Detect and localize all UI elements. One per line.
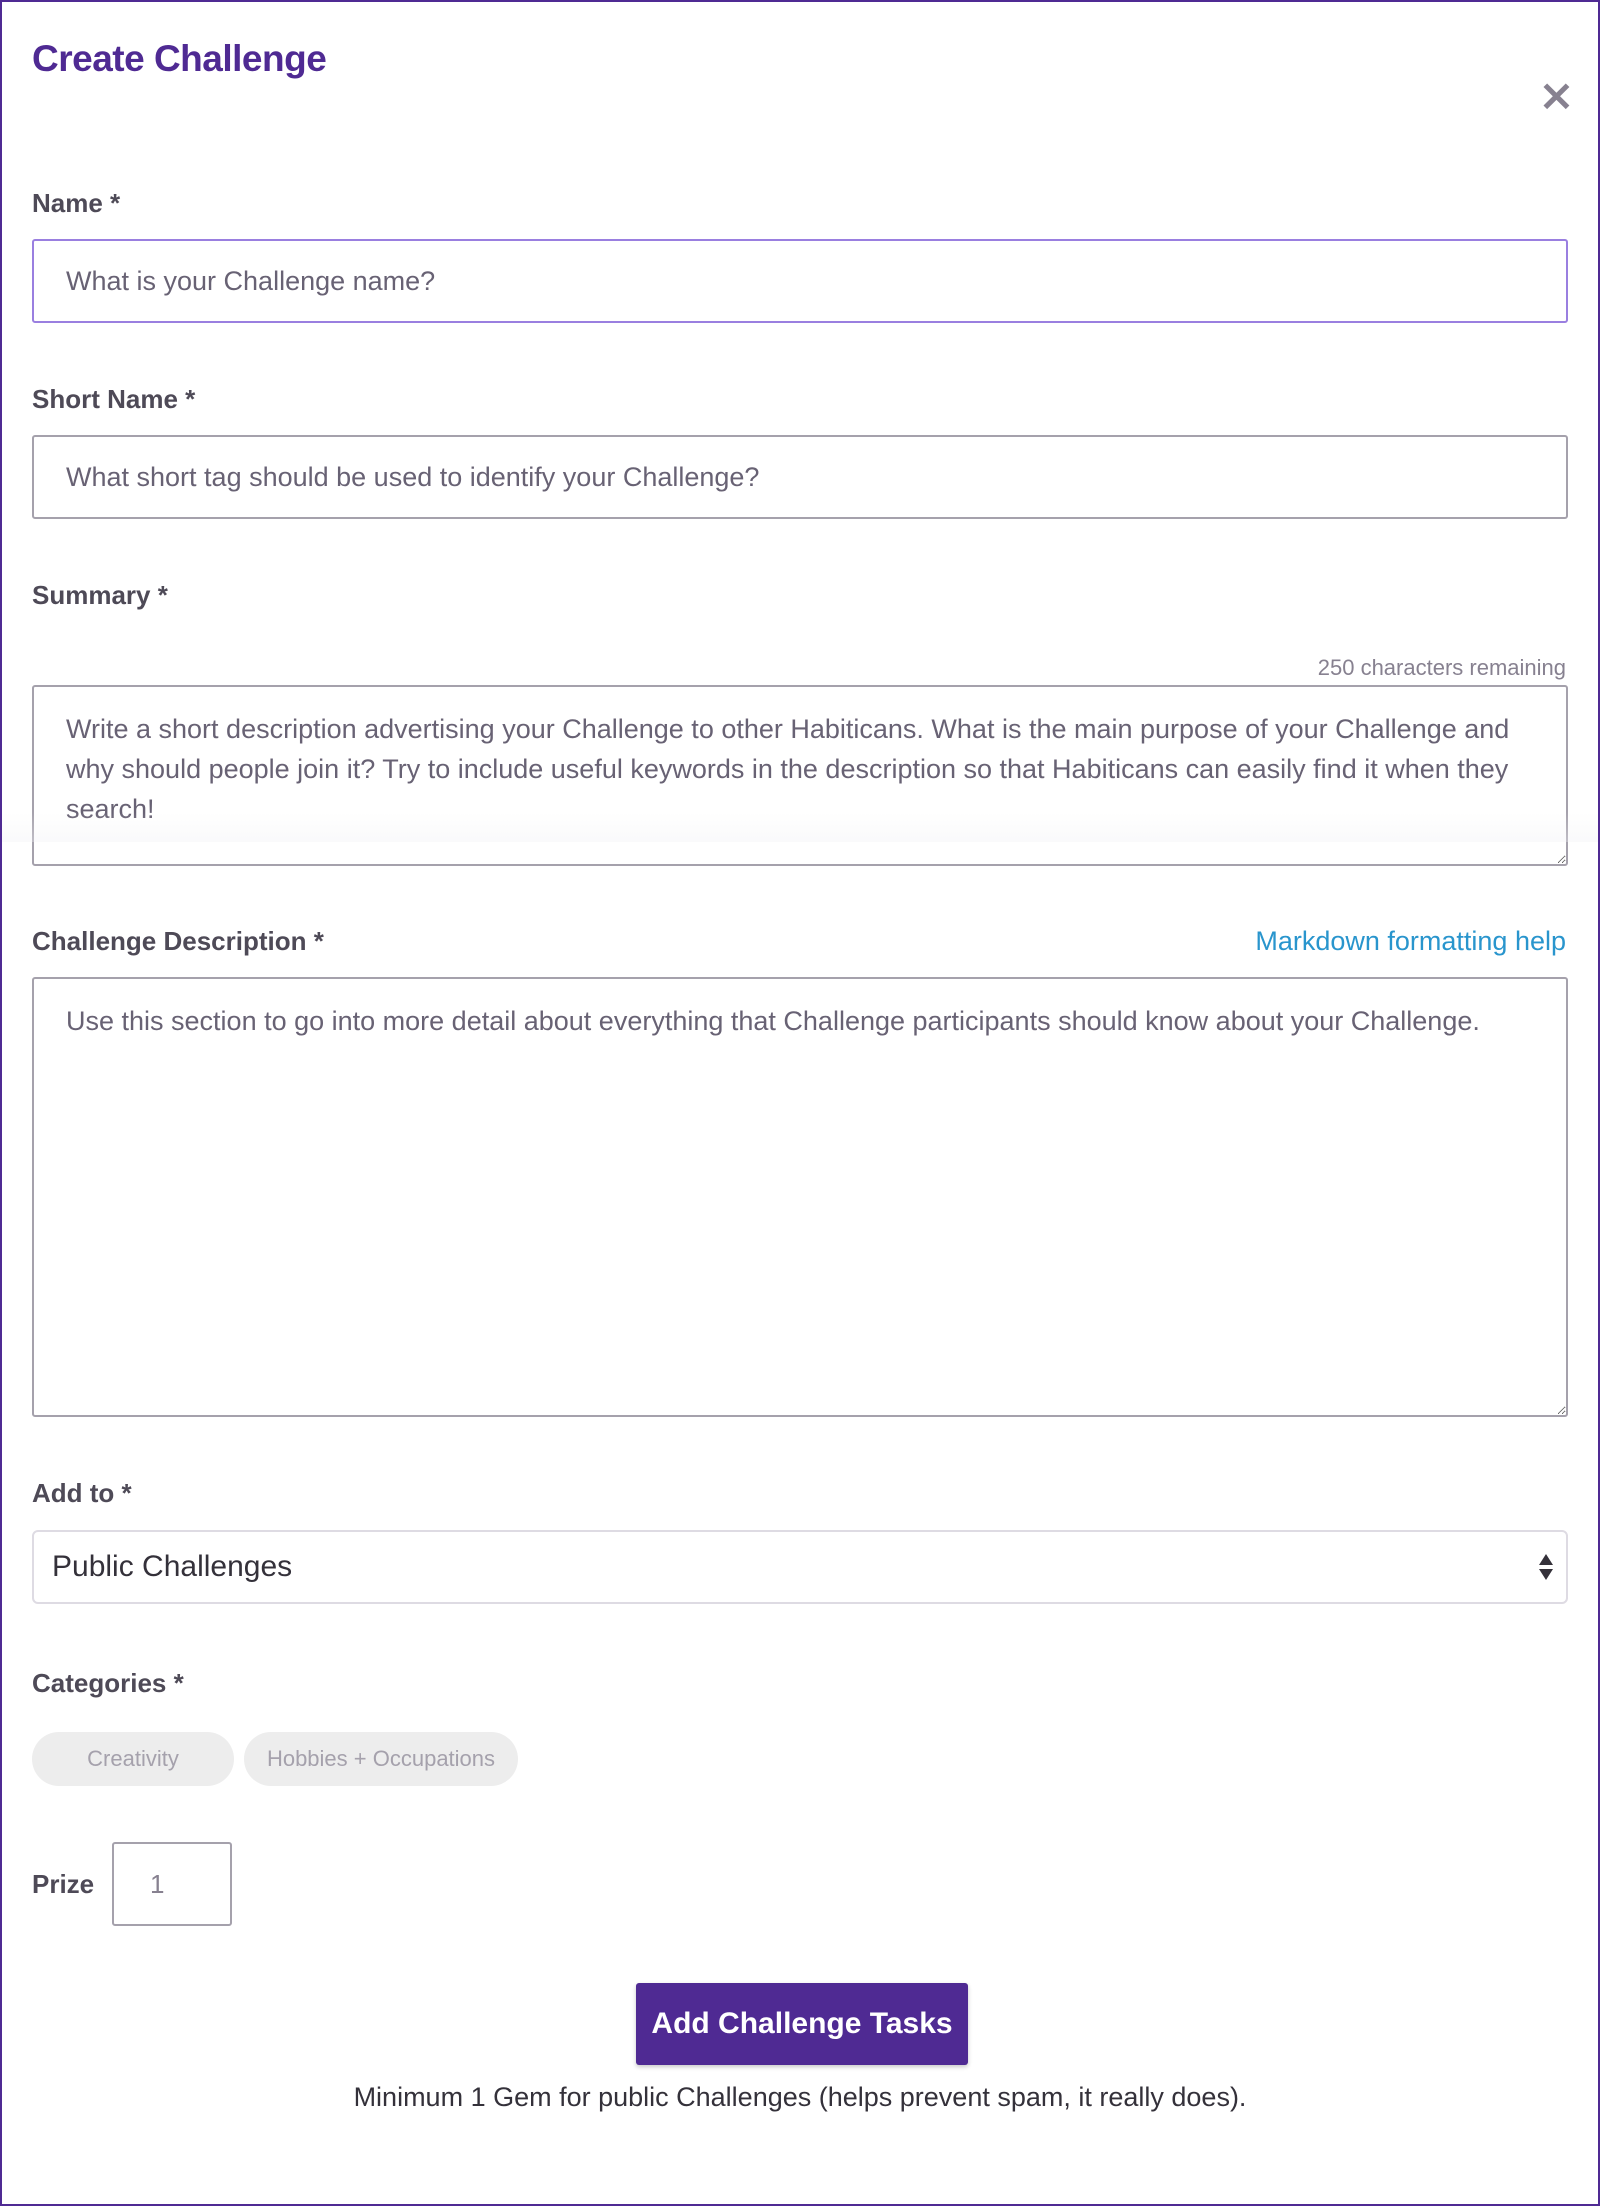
- modal-title: Create Challenge: [32, 38, 327, 79]
- summary-label: Summary *: [32, 580, 168, 610]
- add-to-selected-value: Public Challenges: [52, 1550, 293, 1583]
- add-to-label: Add to *: [32, 1478, 132, 1508]
- summary-textarea[interactable]: [32, 685, 1568, 866]
- description-textarea[interactable]: [32, 977, 1568, 1417]
- name-label: Name *: [32, 188, 121, 218]
- add-challenge-tasks-button[interactable]: Add Challenge Tasks: [636, 1983, 968, 2065]
- category-pill-creativity[interactable]: Creativity: [32, 1732, 234, 1786]
- challenge-name-input[interactable]: [32, 239, 1568, 323]
- short-name-label: Short Name *: [32, 384, 196, 414]
- select-arrows-icon: [1538, 1548, 1554, 1586]
- create-challenge-modal: [2, 2, 1598, 2204]
- minimum-gem-note: Minimum 1 Gem for public Challenges (helps prevent spam, it really does).: [353, 2082, 1247, 2112]
- short-name-input[interactable]: [32, 435, 1568, 519]
- summary-character-counter: 250 characters remaining: [1317, 655, 1566, 680]
- prize-input[interactable]: [112, 1842, 232, 1926]
- categories-label: Categories *: [32, 1668, 184, 1698]
- add-to-select[interactable]: [32, 1530, 1568, 1604]
- category-pill-hobbies-occupations[interactable]: Hobbies + Occupations: [244, 1732, 518, 1786]
- description-label: Challenge Description *: [32, 926, 324, 956]
- markdown-help-link[interactable]: Markdown formatting help: [1255, 926, 1566, 956]
- prize-label: Prize: [32, 1869, 95, 1899]
- close-icon[interactable]: ×: [1538, 70, 1575, 121]
